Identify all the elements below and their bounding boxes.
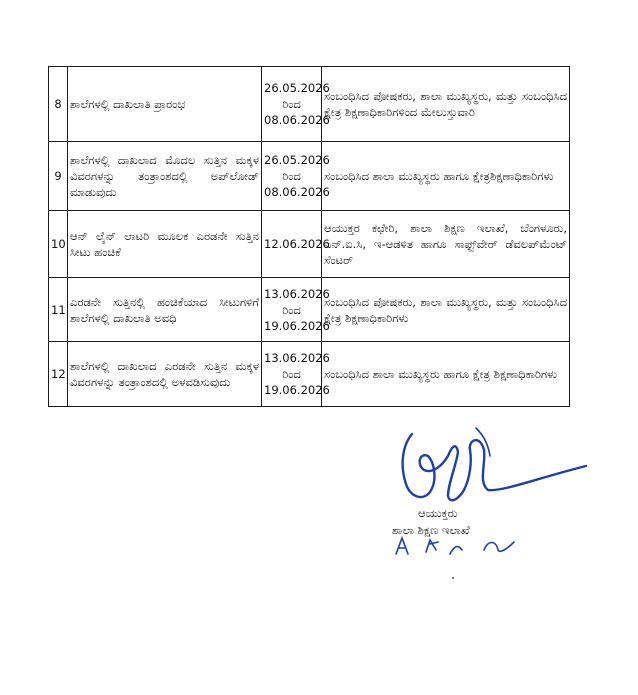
table-row: [49, 342, 570, 407]
date-from: 26.05.2026: [264, 153, 330, 167]
date-separator: ರಿಂದ: [282, 367, 301, 381]
responsible-cell: ಸಂಬಂಧಿಸಿದ ಶಾಲಾ ಮುಖ್ಯಸ್ಥರು ಹಾಗೂ ಕ್ಷೇತ್ರ ಶಿಕ್ಷಣಾಧಿಕಾರಿಗಳು: [322, 342, 570, 407]
activity-cell: ಎರಡನೇ ಸುತ್ತಿನಲ್ಲಿ ಹಂಚಿಕೆಯಾದ ಸೀಟುಗಳಿಗೆ ಶಾಲೆಗಳಲ್ಲಿ ದಾಖಲಾತಿ ಅವಧಿ: [68, 278, 262, 342]
serial-number: 8: [49, 67, 68, 142]
date-cell: [262, 342, 330, 407]
date-from: 13.06.2026: [264, 351, 330, 365]
date-separator: ರಿಂದ: [282, 97, 301, 111]
table-row: [49, 142, 570, 211]
date-from: 26.05.2026: [264, 81, 330, 95]
responsible-cell: ಆಯುಕ್ತರ ಕಛೇರಿ, ಶಾಲಾ ಶಿಕ್ಷಣ ಇಲಾಖೆ, ಬೆಂಗಳೂರು, ಎನ್.ಐ.ಸಿ, ಇ-ಆಡಳಿತ ಹಾಗೂ ಸಾಫ್ಟ್‌ವೇರ್ ಡೆವಲಪ್‌ಮೆಂಟ್ ಸೆಂಟರ್: [322, 211, 570, 278]
responsible-cell: ಸಂಬಂಧಿಸಿದ ಪೋಷಕರು, ಶಾಲಾ ಮುಖ್ಯಸ್ಥರು, ಮತ್ತು ಸಂಬಂಧಿಸಿದ ಕ್ಷೇತ್ರ ಶಿಕ್ಷಣಾಧಿಕಾರಿಗಳಿಂದ ಮೇಲುಸ್ತುವಾರಿ: [322, 67, 570, 142]
initial-stroke: [396, 538, 514, 554]
table-row: [49, 211, 570, 278]
signature-stroke: [403, 434, 586, 500]
date-cell: [262, 142, 330, 211]
date-separator: ರಿಂದ: [282, 169, 301, 183]
signatory-designation: ಆಯುಕ್ತರು: [418, 506, 458, 520]
activity-cell: ಶಾಲೆಗಳಲ್ಲಿ ದಾಖಲಾತಿ ಪ್ರಾರಂಭ: [68, 67, 262, 142]
activity-cell: ಆನ್ ಲೈನ್ ಲಾಟರಿ ಮೂಲಕ ಎರಡನೇ ಸುತ್ತಿನ ಸೀಟು ಹಂಚಿಕೆ: [68, 211, 262, 278]
date-cell: [262, 211, 330, 278]
handwritten-signature: [398, 426, 590, 512]
handwritten-initials: [392, 528, 532, 558]
date-cell: [262, 278, 330, 342]
stray-mark: [452, 577, 454, 579]
date-to: 19.06.2026: [264, 383, 330, 397]
serial-number: 10: [49, 211, 68, 278]
date-to: 08.06.2026: [264, 185, 330, 199]
date-from: 13.06.2026: [264, 286, 330, 301]
date-from: 12.06.2026: [264, 237, 330, 251]
table-row: [49, 67, 570, 142]
date-separator: ರಿಂದ: [282, 302, 301, 317]
serial-number: 12: [49, 342, 68, 407]
responsible-cell: ಸಂಬಂಧಿಸಿದ ಶಾಲಾ ಮುಖ್ಯಸ್ಥರು ಹಾಗೂ ಕ್ಷೇತ್ರಶಿಕ್ಷಣಾಧಿಕಾರಿಗಳು: [322, 142, 570, 211]
date-to: 08.06.2026: [264, 113, 330, 127]
responsible-cell: ಸಂಬಂಧಿಸಿದ ಪೋಷಕರು, ಶಾಲಾ ಮುಖ್ಯಸ್ಥರು, ಮತ್ತು ಸಂಬಂಧಿಸಿದ ಕ್ಷೇತ್ರ ಶಿಕ್ಷಣಾಧಿಕಾರಿಗಳು: [322, 278, 570, 342]
table-row: [49, 278, 570, 342]
serial-number: 9: [49, 142, 68, 211]
schedule-table: [48, 66, 570, 407]
signatory-office: ಶಾಲಾ ಶಿಕ್ಷಣ ಇಲಾಖೆ: [392, 523, 470, 537]
serial-number: 11: [49, 278, 68, 342]
activity-cell: ಶಾಲೆಗಳಲ್ಲಿ ದಾಖಲಾದ ಮೊದಲ ಸುತ್ತಿನ ಮಕ್ಕಳ ವಿವರಗಳನ್ನು ತಂತ್ರಾಂಶದಲ್ಲಿ ಅಪ್‌ಲೋಡ್ ಮಾಡುವುದು: [68, 142, 262, 211]
date-cell: [262, 67, 330, 142]
date-to: 19.06.2026: [264, 318, 330, 333]
activity-cell: ಶಾಲೆಗಳಲ್ಲಿ ದಾಖಲಾದ ಎರಡನೇ ಸುತ್ತಿನ ಮಕ್ಕಳ ವಿವರಗಳನ್ನು ತಂತ್ರಾಂಶದಲ್ಲಿ ಅಳವಡಿಸುವುದು: [68, 342, 262, 407]
